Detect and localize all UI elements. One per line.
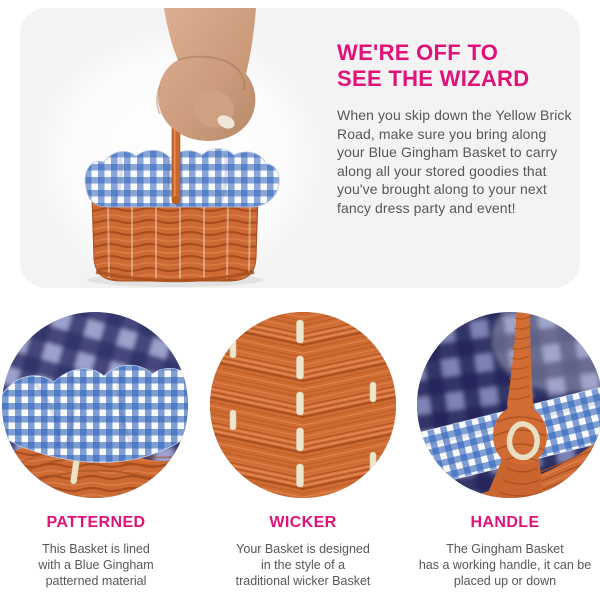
circle-photo-patterned — [2, 312, 188, 498]
hero-paragraph — [337, 106, 577, 217]
hand-illustration — [157, 8, 256, 141]
circle-photo-wicker — [210, 312, 396, 498]
chevron-weave-left — [210, 312, 304, 498]
hero-paragraph-line: When you skip down the Yellow Brick — [337, 107, 572, 123]
circle-photo-handle — [417, 312, 600, 498]
feature-body-line: traditional wicker Basket — [235, 574, 371, 588]
feature-title-patterned: PATTERNED — [46, 514, 146, 531]
feature-captions — [0, 514, 600, 593]
gingham-fabric-fold — [2, 365, 188, 462]
hero-paragraph-line: Road, make sure you bring along — [337, 125, 547, 142]
feature-body-wicker — [200, 541, 406, 589]
feature-patterned — [5, 514, 187, 589]
feature-body-line: The Gingham Basket — [446, 542, 564, 556]
feature-body-line: has a working handle, it can be — [418, 558, 592, 572]
feature-wicker — [200, 514, 406, 589]
feature-title-wicker: WICKER — [269, 514, 337, 531]
hand-basket-photo — [20, 8, 320, 288]
feature-body-line: Your Basket is designed — [236, 542, 370, 556]
hero-paragraph-line: you've brought along to your next — [337, 181, 547, 197]
hero-title-line2: SEE THE WIZARD — [337, 66, 530, 91]
hero-photo — [20, 8, 320, 288]
feature-body-patterned — [5, 541, 187, 589]
hero-title-line1: WE'RE OFF TO — [337, 40, 499, 65]
feature-body-handle — [405, 541, 600, 589]
hero-paragraph-line: along all your stored goodies that — [337, 162, 547, 179]
feature-title-handle: HANDLE — [470, 514, 540, 531]
feature-body-line: in the style of a — [260, 558, 346, 572]
hero-heading-block — [337, 40, 572, 92]
feature-body-line: with a Blue Gingham — [38, 558, 154, 572]
feature-body-line: This Basket is lined — [42, 542, 150, 556]
feature-body-line: patterned material — [45, 574, 147, 588]
feature-handle — [405, 514, 600, 589]
hero-paragraph-line: your Blue Gingham Basket to carry — [337, 144, 558, 160]
hero-paragraph-line: fancy dress party and event! — [337, 199, 516, 216]
gingham-liner — [85, 149, 279, 207]
chevron-weave-right — [302, 312, 396, 498]
feature-body-line: placed up or down — [453, 574, 557, 588]
